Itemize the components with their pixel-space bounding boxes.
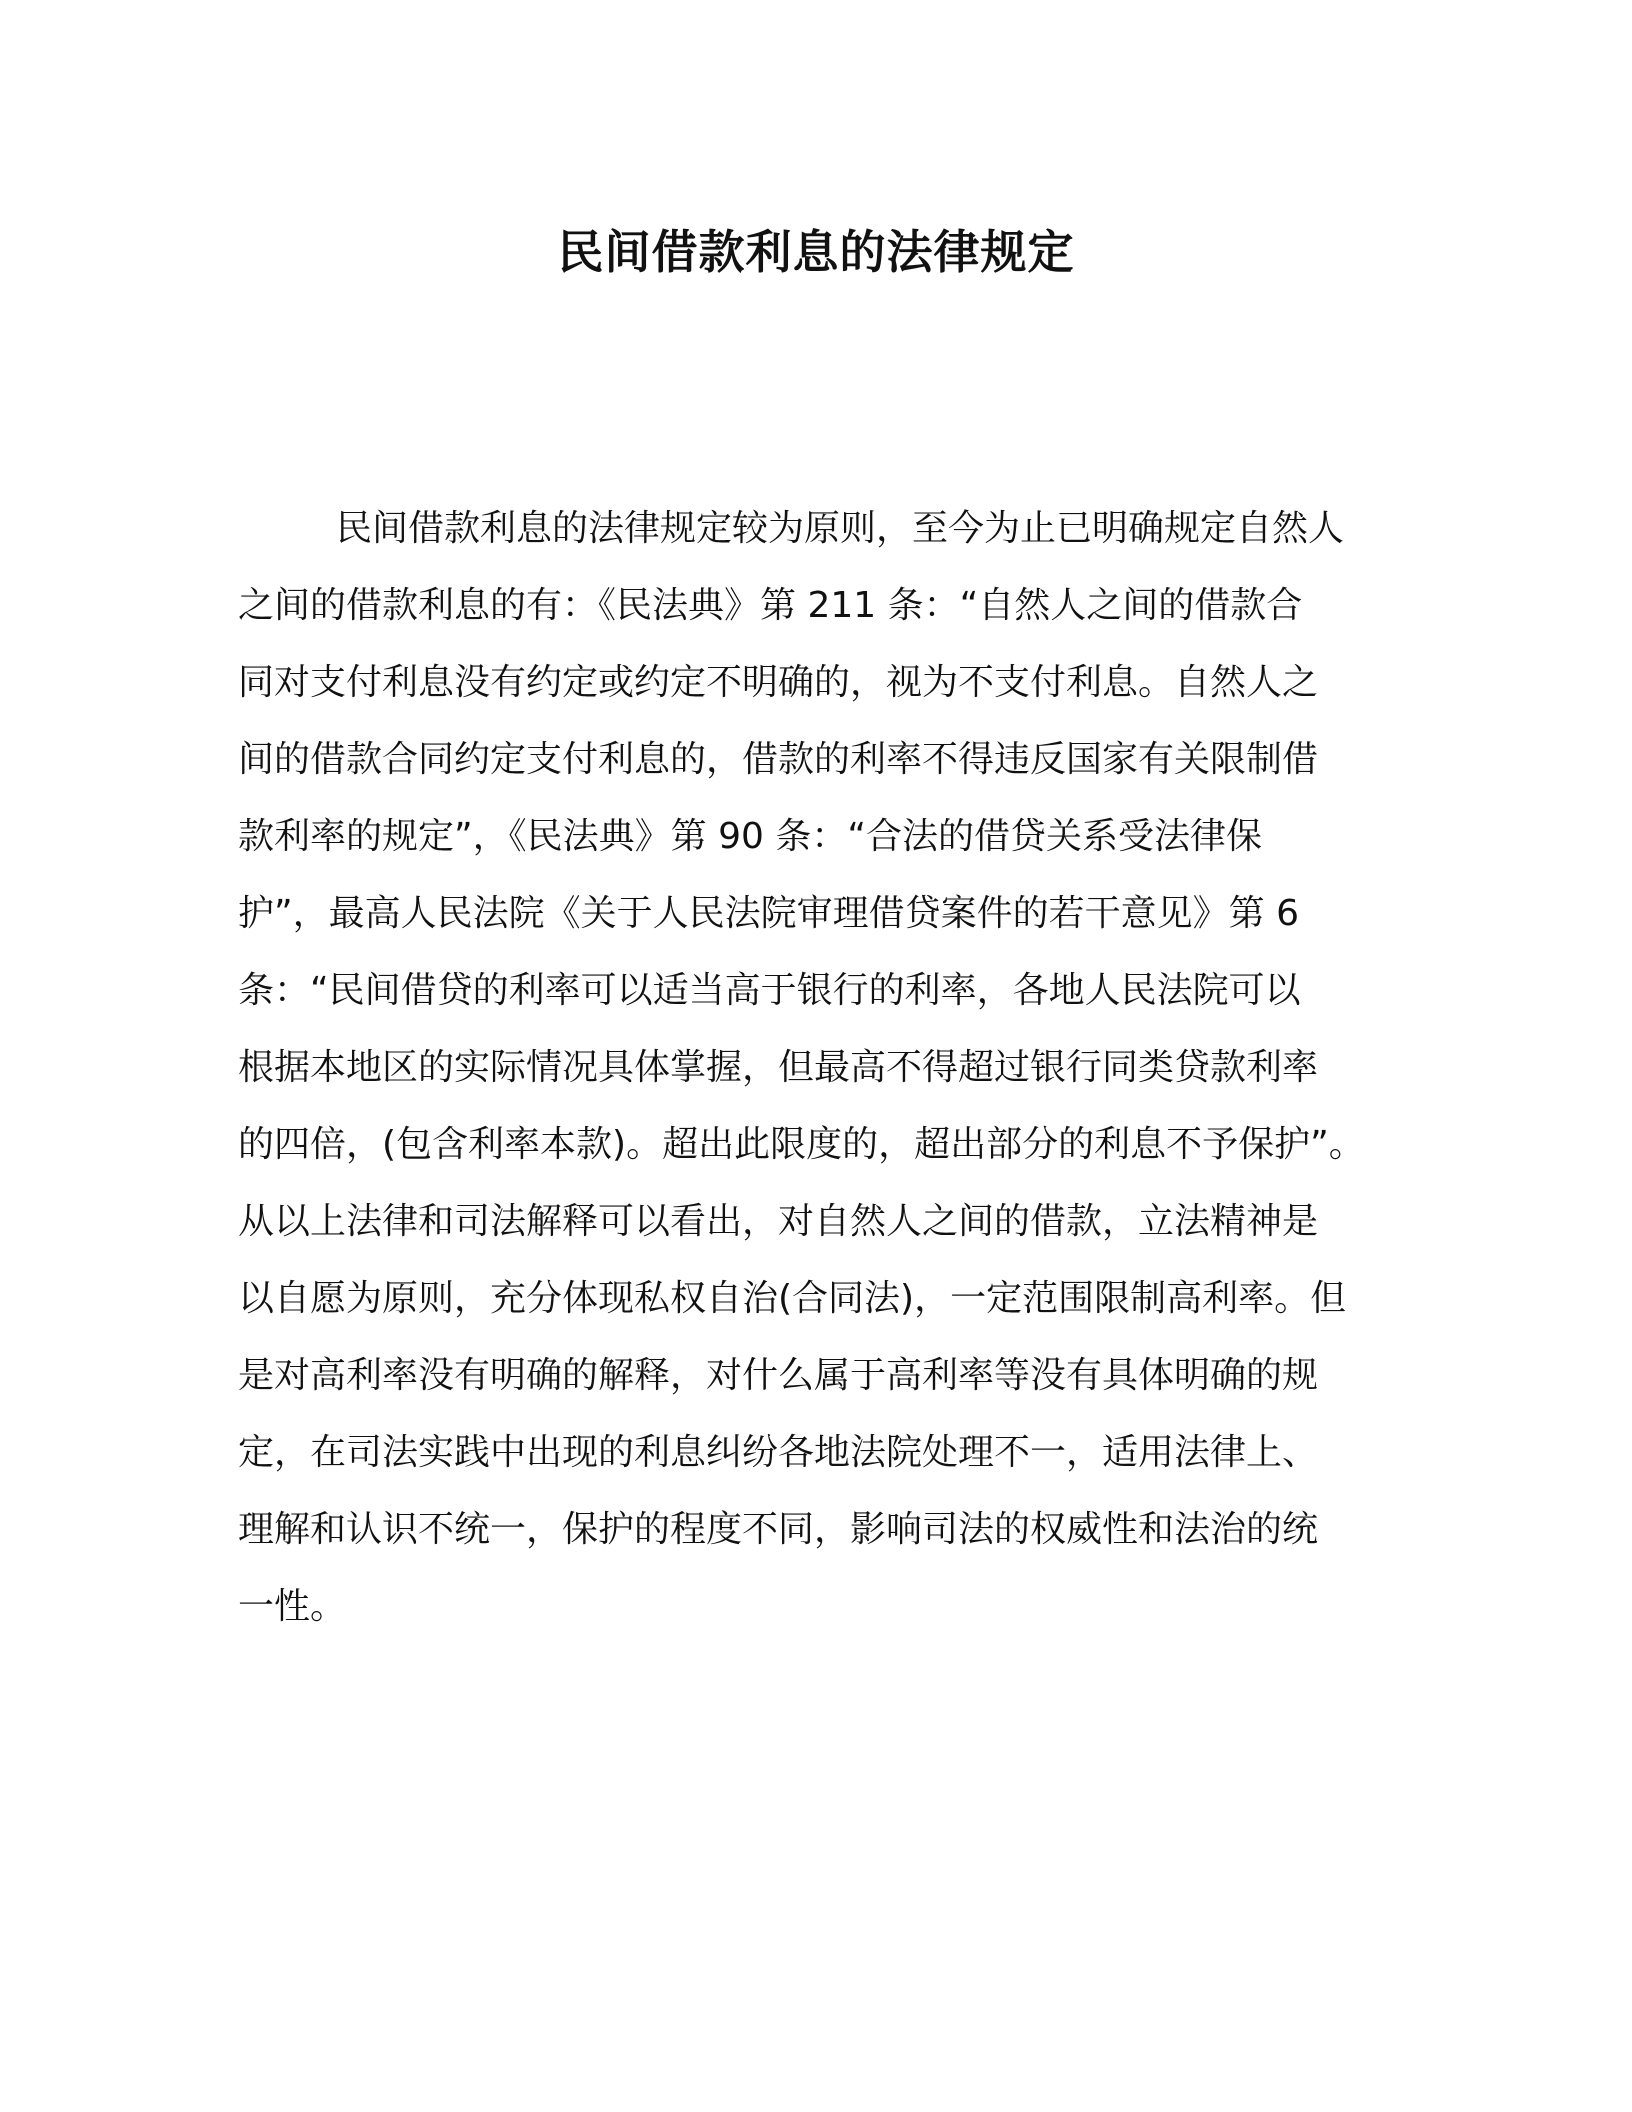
paragraph-line: 护”，最高人民法院《关于人民法院审理借贷案件的若干意见》第 6 (238, 893, 1299, 934)
body-paragraph (238, 490, 1398, 1645)
document-title: 民间借款利息的法律规定 (557, 225, 1075, 279)
paragraph-line: 款利率的规定”，《民法典》第 90 条：“合法的借贷关系受法律保 (238, 816, 1262, 857)
paragraph-line: 理解和认识不统一，保护的程度不同，影响司法的权威性和法治的统 (238, 1509, 1319, 1550)
paragraph-line: 的四倍，(包含利率本款)。超出此限度的，超出部分的利息不予保护”。 (238, 1124, 1365, 1165)
paragraph-line: 同对支付利息没有约定或约定不明确的，视为不支付利息。自然人之 (238, 662, 1319, 703)
paragraph-line: 间的借款合同约定支付利息的，借款的利率不得违反国家有关限制借 (238, 739, 1319, 780)
paragraph-line: 条：“民间借贷的利率可以适当高于银行的利率，各地人民法院可以 (238, 970, 1301, 1011)
paragraph-line: 之间的借款利息的有：《民法典》第 211 条：“自然人之间的借款合 (238, 585, 1303, 626)
paragraph-line: 是对高利率没有明确的解释，对什么属于高利率等没有具体明确的规 (238, 1355, 1319, 1396)
paragraph-line: 以自愿为原则，充分体现私权自治(合同法)，一定范围限制高利率。但 (238, 1278, 1347, 1319)
paragraph-line: 根据本地区的实际情况具体掌握，但最高不得超过银行同类贷款利率 (238, 1047, 1319, 1088)
paragraph-line: 从以上法律和司法解释可以看出，对自然人之间的借款，立法精神是 (238, 1201, 1319, 1242)
paragraph-line: 一性。 (238, 1586, 347, 1627)
paragraph-line: 民间借款利息的法律规定较为原则，至今为止已明确规定自然人 (336, 508, 1345, 549)
paragraph-line: 定，在司法实践中出现的利息纠纷各地法院处理不一，适用法律上、 (238, 1432, 1319, 1473)
